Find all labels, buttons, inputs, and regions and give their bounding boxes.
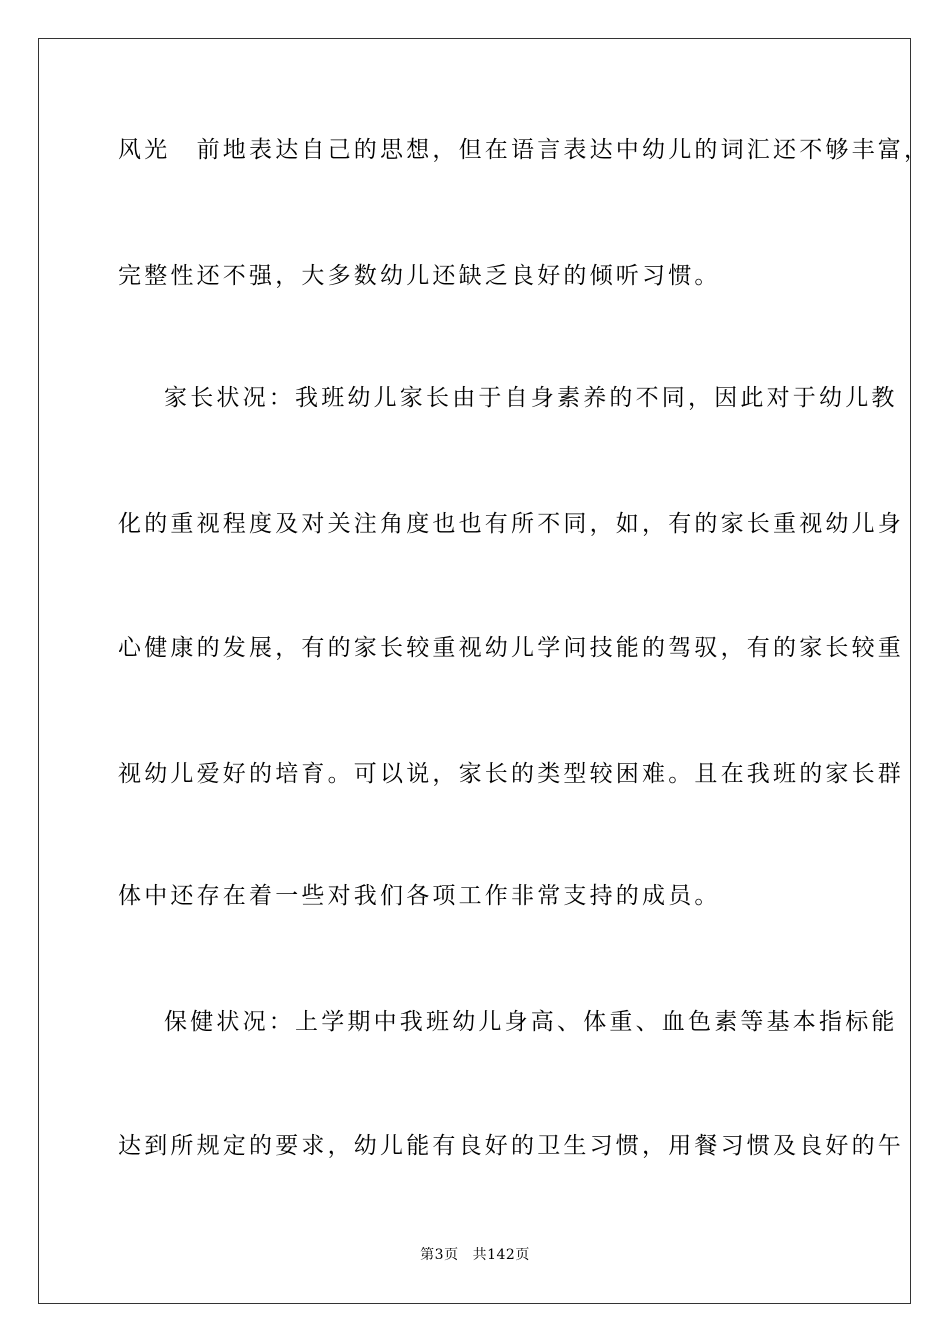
paragraph-line: 完整性还不强，大多数幼儿还缺乏良好的倾听习惯。: [118, 263, 721, 289]
total-pages: 共142页: [472, 1247, 530, 1263]
page-footer: [0, 1246, 950, 1264]
paragraph-line: 保健状况：上学期中我班幼儿身高、体重、血色素等基本指标能: [164, 1009, 898, 1035]
paragraph-line: 体中还存在着一些对我们各项工作非常支持的成员。: [118, 883, 721, 909]
paragraph-line: 达到所规定的要求，幼儿能有良好的卫生习惯，用餐习惯及良好的午: [118, 1133, 904, 1159]
page-border: [38, 38, 911, 1304]
paragraph-line: 化的重视程度及对关注角度也也有所不同，如，有的家长重视幼儿身: [118, 511, 904, 537]
paragraph-line: 视幼儿爱好的培育。可以说，家长的类型较困难。且在我班的家长群: [118, 761, 904, 787]
page-number: 第3页: [420, 1247, 459, 1263]
paragraph-line: 家长状况：我班幼儿家长由于自身素养的不同，因此对于幼儿教: [164, 385, 898, 411]
paragraph-line: 心健康的发展，有的家长较重视幼儿学问技能的驾驭，有的家长较重: [118, 635, 904, 661]
paragraph-line: 风光 前地表达自己的思想，但在语言表达中幼儿的词汇还不够丰富，: [118, 137, 931, 163]
